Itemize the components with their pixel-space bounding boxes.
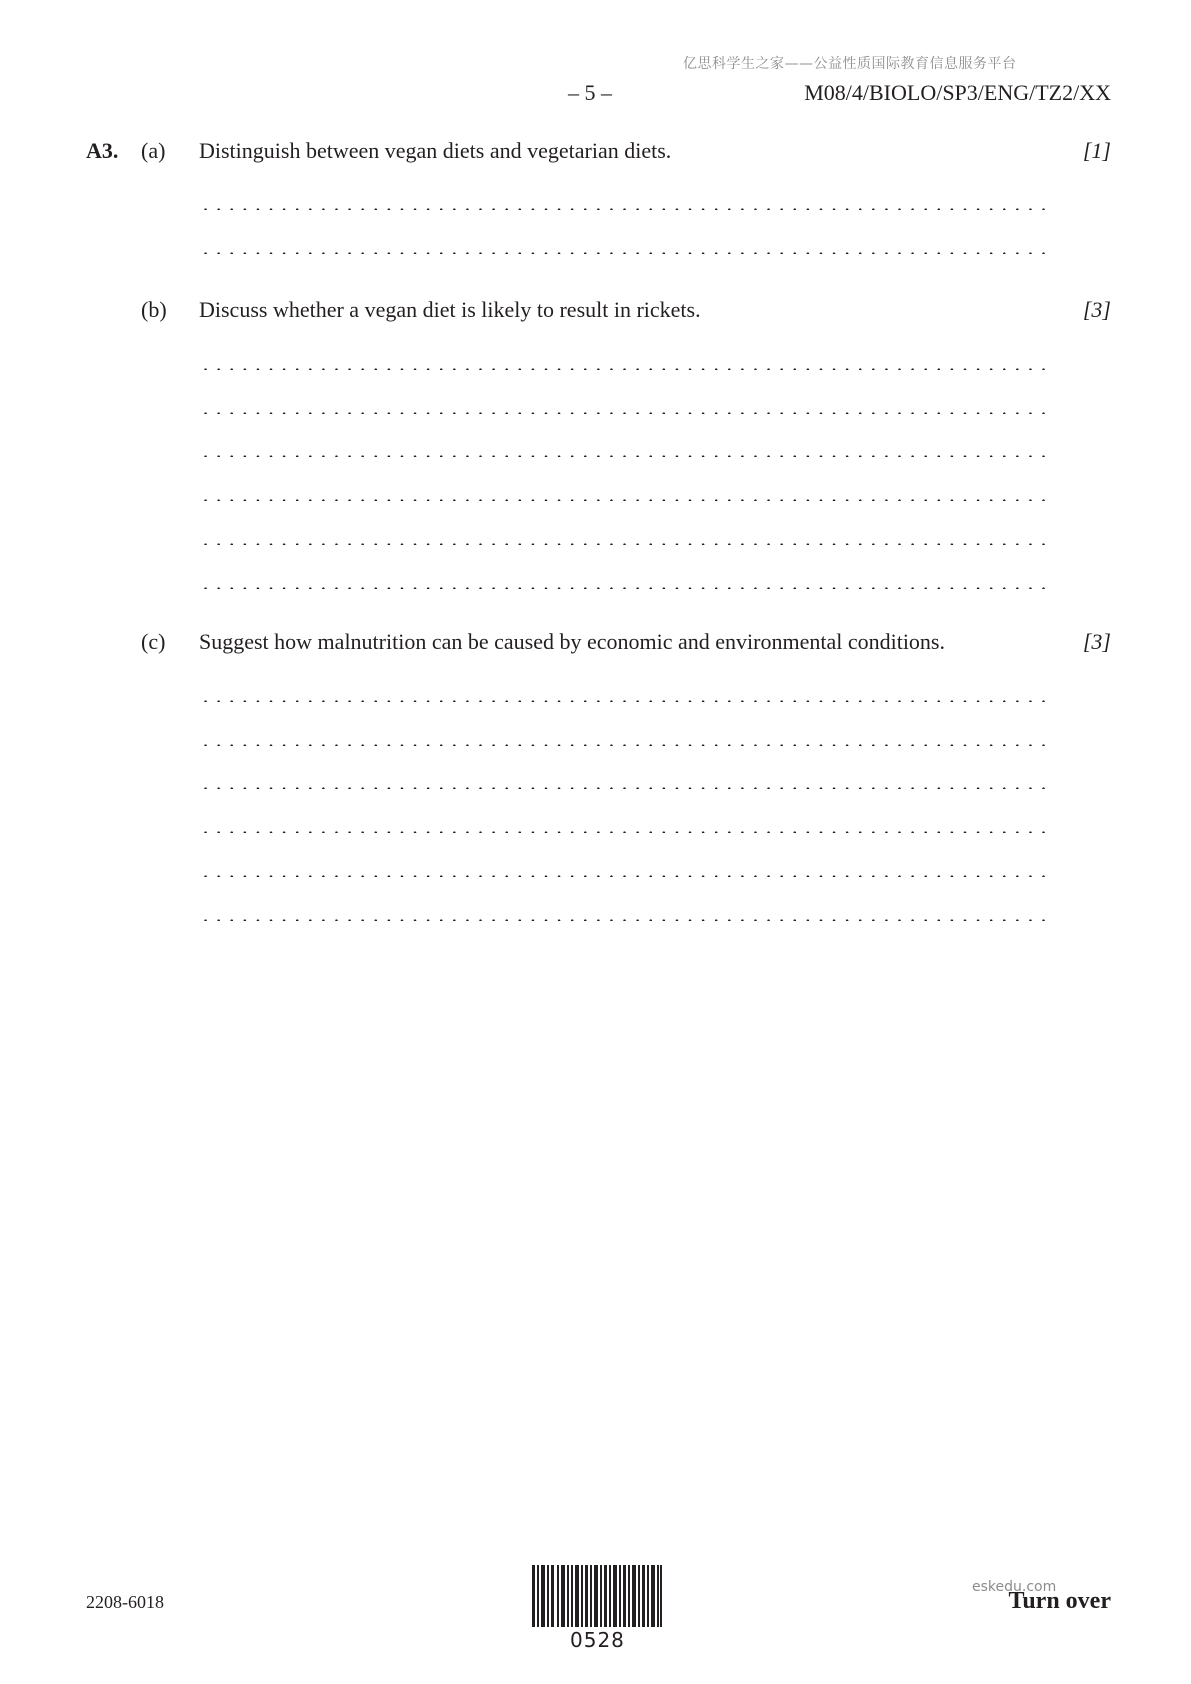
turn-over-label: Turn over xyxy=(1008,1588,1111,1614)
answer-line[interactable] xyxy=(199,700,1054,702)
answer-line[interactable] xyxy=(199,919,1054,921)
part-b-label: (b) xyxy=(141,297,167,322)
question-number: A3. xyxy=(86,138,119,163)
page-number: – 5 – xyxy=(568,80,612,105)
answer-line[interactable] xyxy=(199,455,1054,457)
paper-code: M08/4/BIOLO/SP3/ENG/TZ2/XX xyxy=(804,80,1111,105)
paper-id-code: 2208-6018 xyxy=(86,1592,164,1612)
part-b-question: Discuss whether a vegan diet is likely to result in rickets. xyxy=(199,297,701,322)
answer-line[interactable] xyxy=(199,368,1054,370)
part-a-marks: [1] xyxy=(1082,138,1111,163)
watermark-text: 亿思科学生之家——公益性质国际教育信息服务平台 xyxy=(683,56,1017,72)
part-c-marks: [3] xyxy=(1082,629,1111,654)
answer-line[interactable] xyxy=(199,412,1054,414)
answer-line[interactable] xyxy=(199,499,1054,501)
answer-line[interactable] xyxy=(199,587,1054,589)
answer-line[interactable] xyxy=(199,744,1054,746)
answer-line[interactable] xyxy=(199,787,1054,789)
barcode-number: 0528 xyxy=(570,1628,625,1652)
answer-line[interactable] xyxy=(199,543,1054,545)
part-b-marks: [3] xyxy=(1082,297,1111,322)
answer-line[interactable] xyxy=(199,875,1054,877)
answer-line[interactable] xyxy=(199,831,1054,833)
part-a-label: (a) xyxy=(141,138,166,163)
answer-line[interactable] xyxy=(199,252,1054,254)
part-c-question: Suggest how malnutrition can be caused by economic and environmental conditions. xyxy=(199,629,945,654)
watermark-url: eskedu.com xyxy=(972,1579,1057,1595)
answer-line[interactable] xyxy=(199,208,1054,210)
part-c-label: (c) xyxy=(141,629,166,654)
barcode-image xyxy=(532,1565,662,1627)
part-a-question: Distinguish between vegan diets and vegetarian diets. xyxy=(199,138,672,163)
